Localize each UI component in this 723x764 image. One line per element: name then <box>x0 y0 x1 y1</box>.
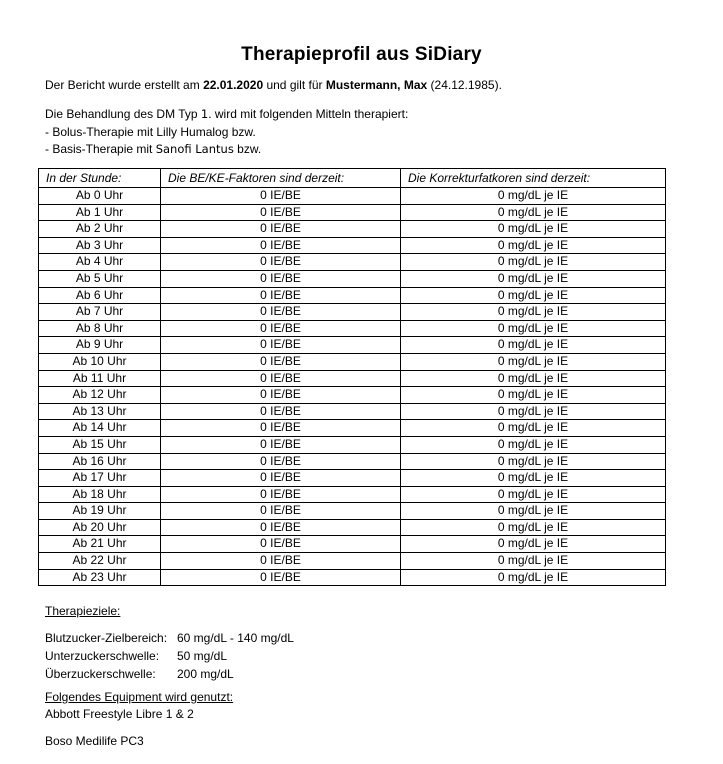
correction-factor-cell: 0 mg/dL je IE <box>401 503 666 520</box>
bolus-therapy-line <box>45 124 408 142</box>
hour-cell: Ab 10 Uhr <box>39 353 161 370</box>
goal-row-target-range <box>45 629 294 647</box>
hour-cell: Ab 4 Uhr <box>39 254 161 271</box>
correction-factor-cell: 0 mg/dL je IE <box>401 569 666 586</box>
be-ke-factor-cell: 0 IE/BE <box>161 254 401 271</box>
be-ke-factor-cell: 0 IE/BE <box>161 270 401 287</box>
treatment-line-prefix: Die Behandlung des DM Typ <box>45 107 201 121</box>
hour-cell: Ab 2 Uhr <box>39 221 161 238</box>
intro-prefix-text: Der Bericht wurde erstellt am <box>45 78 204 92</box>
hour-cell: Ab 11 Uhr <box>39 370 161 387</box>
hour-table-row <box>39 237 666 254</box>
hour-table-row <box>39 503 666 520</box>
goal-value: 200 mg/dL <box>177 667 234 681</box>
hour-cell: Ab 16 Uhr <box>39 453 161 470</box>
correction-factor-cell: 0 mg/dL je IE <box>401 188 666 205</box>
hour-cell: Ab 5 Uhr <box>39 270 161 287</box>
correction-factor-cell: 0 mg/dL je IE <box>401 221 666 238</box>
hour-table-row <box>39 436 666 453</box>
hour-table-row <box>39 287 666 304</box>
report-created-date: 22.01.2020 <box>203 78 264 92</box>
treatment-paragraph <box>45 106 408 159</box>
table-header-row <box>39 169 666 188</box>
be-ke-factor-cell: 0 IE/BE <box>161 370 401 387</box>
equipment-item: Boso Medilife PC3 <box>45 734 144 748</box>
be-ke-factor-cell: 0 IE/BE <box>161 287 401 304</box>
hour-table-row <box>39 420 666 437</box>
be-ke-factor-cell: 0 IE/BE <box>161 204 401 221</box>
be-ke-factor-cell: 0 IE/BE <box>161 536 401 553</box>
correction-factor-cell: 0 mg/dL je IE <box>401 486 666 503</box>
hour-table-row <box>39 221 666 238</box>
hourly-factor-table <box>38 168 666 586</box>
correction-factor-cell: 0 mg/dL je IE <box>401 453 666 470</box>
hour-table-row <box>39 204 666 221</box>
column-header-correction-factor: Die Korrekturfatkoren sind derzeit: <box>401 169 666 188</box>
be-ke-factor-cell: 0 IE/BE <box>161 519 401 536</box>
patient-birth-date: (24.12.1985). <box>427 78 502 92</box>
be-ke-factor-cell: 0 IE/BE <box>161 387 401 404</box>
hour-cell: Ab 21 Uhr <box>39 536 161 553</box>
hour-cell: Ab 17 Uhr <box>39 470 161 487</box>
correction-factor-cell: 0 mg/dL je IE <box>401 553 666 570</box>
hour-cell: Ab 0 Uhr <box>39 188 161 205</box>
be-ke-factor-cell: 0 IE/BE <box>161 188 401 205</box>
treatment-line-suffix: . wird mit folgenden Mitteln therapiert: <box>208 107 409 121</box>
hour-cell: Ab 8 Uhr <box>39 320 161 337</box>
column-header-be-ke-factor: Die BE/KE-Faktoren sind derzeit: <box>161 169 401 188</box>
correction-factor-cell: 0 mg/dL je IE <box>401 337 666 354</box>
hour-table-row <box>39 536 666 553</box>
hour-table-row <box>39 337 666 354</box>
be-ke-factor-cell: 0 IE/BE <box>161 304 401 321</box>
be-ke-factor-cell: 0 IE/BE <box>161 436 401 453</box>
hour-table-row <box>39 320 666 337</box>
hour-cell: Ab 13 Uhr <box>39 403 161 420</box>
bolus-suffix-text: bzw. <box>228 124 256 139</box>
be-ke-factor-cell: 0 IE/BE <box>161 569 401 586</box>
correction-factor-cell: 0 mg/dL je IE <box>401 519 666 536</box>
hour-table-row <box>39 569 666 586</box>
correction-factor-cell: 0 mg/dL je IE <box>401 237 666 254</box>
be-ke-factor-cell: 0 IE/BE <box>161 337 401 354</box>
be-ke-factor-cell: 0 IE/BE <box>161 420 401 437</box>
hour-cell: Ab 14 Uhr <box>39 420 161 437</box>
hour-cell: Ab 20 Uhr <box>39 519 161 536</box>
basis-medication-name: Sanofi Lantus <box>155 142 234 156</box>
hour-cell: Ab 3 Uhr <box>39 237 161 254</box>
hour-table-row <box>39 470 666 487</box>
correction-factor-cell: 0 mg/dL je IE <box>401 403 666 420</box>
goal-label: Blutzucker-Zielbereich: <box>45 631 168 645</box>
hour-table-row <box>39 486 666 503</box>
correction-factor-cell: 0 mg/dL je IE <box>401 287 666 304</box>
be-ke-factor-cell: 0 IE/BE <box>161 353 401 370</box>
basis-prefix-text: - Basis-Therapie mit <box>45 142 156 156</box>
goal-value: 50 mg/dL <box>177 649 228 663</box>
hour-table-row <box>39 553 666 570</box>
goal-row-hyper-threshold <box>45 665 294 683</box>
intro-middle-text: und gilt für <box>263 78 326 92</box>
hour-table-row <box>39 353 666 370</box>
hour-cell: Ab 15 Uhr <box>39 436 161 453</box>
correction-factor-cell: 0 mg/dL je IE <box>401 204 666 221</box>
hour-table-body <box>39 188 666 586</box>
bolus-medication-name: Lilly Humalog <box>156 124 229 139</box>
hour-cell: Ab 6 Uhr <box>39 287 161 304</box>
hour-cell: Ab 18 Uhr <box>39 486 161 503</box>
hour-cell: Ab 1 Uhr <box>39 204 161 221</box>
goal-row-hypo-threshold <box>45 647 294 665</box>
be-ke-factor-cell: 0 IE/BE <box>161 503 401 520</box>
treatment-intro-line <box>45 106 408 124</box>
bolus-prefix-text: - Bolus-Therapie mit <box>45 124 157 139</box>
correction-factor-cell: 0 mg/dL je IE <box>401 320 666 337</box>
report-title: Therapieprofil aus SiDiary <box>241 44 482 65</box>
report-intro-line <box>45 78 502 92</box>
hour-table-row <box>39 370 666 387</box>
hour-cell: Ab 9 Uhr <box>39 337 161 354</box>
hour-cell: Ab 7 Uhr <box>39 304 161 321</box>
hour-cell: Ab 12 Uhr <box>39 387 161 404</box>
hour-table-row <box>39 453 666 470</box>
goal-value: 60 mg/dL - 140 mg/dL <box>177 631 294 645</box>
goal-label: Überzuckerschwelle: <box>45 667 156 681</box>
column-header-hour: In der Stunde: <box>39 169 161 188</box>
be-ke-factor-cell: 0 IE/BE <box>161 486 401 503</box>
equipment-heading: Folgendes Equipment wird genutzt: <box>45 690 234 704</box>
correction-factor-cell: 0 mg/dL je IE <box>401 470 666 487</box>
be-ke-factor-cell: 0 IE/BE <box>161 553 401 570</box>
hour-cell: Ab 23 Uhr <box>39 569 161 586</box>
correction-factor-cell: 0 mg/dL je IE <box>401 387 666 404</box>
basis-suffix-text: bzw. <box>233 142 262 156</box>
hour-table-row <box>39 254 666 271</box>
be-ke-factor-cell: 0 IE/BE <box>161 453 401 470</box>
be-ke-factor-cell: 0 IE/BE <box>161 403 401 420</box>
goal-label: Unterzuckerschwelle: <box>45 649 160 663</box>
correction-factor-cell: 0 mg/dL je IE <box>401 270 666 287</box>
therapy-goals-list <box>45 629 294 683</box>
be-ke-factor-cell: 0 IE/BE <box>161 237 401 254</box>
hour-table-row <box>39 519 666 536</box>
diabetes-type-value: 1 <box>200 107 209 121</box>
hour-cell: Ab 22 Uhr <box>39 553 161 570</box>
hour-cell: Ab 19 Uhr <box>39 503 161 520</box>
basis-therapy-line <box>45 141 408 159</box>
be-ke-factor-cell: 0 IE/BE <box>161 221 401 238</box>
patient-name: Mustermann, Max <box>325 78 428 92</box>
correction-factor-cell: 0 mg/dL je IE <box>401 436 666 453</box>
be-ke-factor-cell: 0 IE/BE <box>161 470 401 487</box>
correction-factor-cell: 0 mg/dL je IE <box>401 420 666 437</box>
be-ke-factor-cell: 0 IE/BE <box>161 320 401 337</box>
hour-table-row <box>39 304 666 321</box>
hour-table-row <box>39 188 666 205</box>
correction-factor-cell: 0 mg/dL je IE <box>401 304 666 321</box>
correction-factor-cell: 0 mg/dL je IE <box>401 254 666 271</box>
correction-factor-cell: 0 mg/dL je IE <box>401 370 666 387</box>
hour-table-row <box>39 270 666 287</box>
correction-factor-cell: 0 mg/dL je IE <box>401 536 666 553</box>
equipment-item: Abbott Freestyle Libre 1 & 2 <box>45 707 194 721</box>
hour-table-row <box>39 387 666 404</box>
hour-table-row <box>39 403 666 420</box>
correction-factor-cell: 0 mg/dL je IE <box>401 353 666 370</box>
therapy-goals-heading: Therapieziele: <box>45 604 121 618</box>
